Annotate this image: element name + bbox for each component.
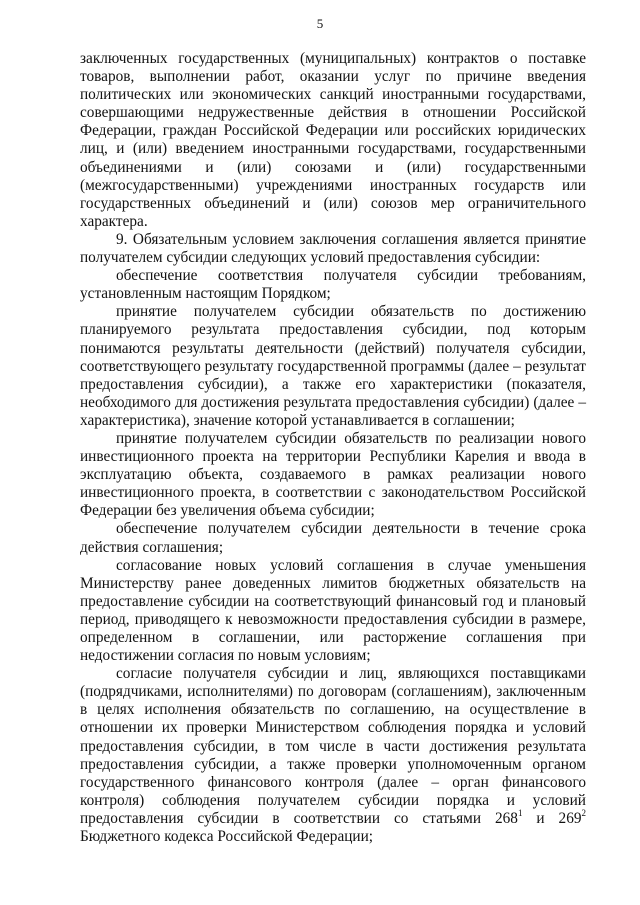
paragraph-text: и 269 (522, 809, 582, 827)
paragraph-continuation: заключенных государственных (муниципальных) контрактов о поставке товаров, выполнении работ, оказании услуг по причине введения политических или экономических санкций иностранными государствами, совершающими недружественные действия в отношении Российской Федерации, граждан Российской Федерации или российских юридических лиц, и (или) введением иностранными государствами, государственными объединениями и (или) союзами и (или) государственными (межгосударственными) учреждениями иностранных государств или государственных объединений и (или) союзов мер ограничительного характера. (80, 50, 586, 230)
document-body (80, 50, 586, 846)
paragraph-condition: согласование новых условий соглашения в случае уменьшения Министерству ранее доведенных лимитов бюджетных обязательств на предоставление субсидии на соответствующий финансовый год и плановый период, приводящего к невозможности предоставления субсидии в размере, определенном в соглашении, или расторжение соглашения при недостижении согласия по новым условиям; (80, 556, 586, 665)
superscript: 2 (581, 807, 586, 818)
paragraph-item-9: 9. Обязательным условием заключения соглашения является принятие получателем субсидии следующих условий предоставления субсидии: (80, 230, 586, 267)
paragraph-text: Бюджетного кодекса Российской Федерации; (80, 828, 374, 846)
paragraph-text: согласие получателя субсидии и лиц, являющихся поставщиками (подрядчиками, исполнителями) по договорам (соглашениям), заключенным в целях исполнения обязательств по соглашению, на осуществление в отношении их проверки Министерством соблюдения порядка и условий предоставления субсидии, в том числе в части достижения результата предоставления субсидии, а также проверки уполномоченным органом государственного финансового контроля (далее – орган финансового контроля) соблюдения получателем субсидии порядка и условий предоставления субсидии в соответствии со статьями 268 (80, 665, 586, 827)
page-number: 5 (316, 16, 324, 31)
paragraph-condition: принятие получателем субсидии обязательств по достижению планируемого результата предоставления субсидии, под которым понимаются результаты деятельности (действий) получателя субсидии, соответствующего результату государственной программы (далее – результат предоставления субсидии), а также его характеристики (показателя, необходимого для достижения результата предоставления субсидии) (далее – характеристика), значение которой устанавливается в соглашении; (80, 303, 586, 429)
paragraph-condition: обеспечение получателем субсидии деятельности в течение срока действия соглашения; (80, 520, 586, 556)
superscript: 1 (517, 807, 523, 818)
paragraph-condition: обеспечение соответствия получателя субсидии требованиям, установленным настоящим Порядком; (80, 267, 586, 303)
paragraph-condition-last (80, 665, 586, 846)
paragraph-condition: принятие получателем субсидии обязательств по реализации нового инвестиционного проекта на территории Республики Карелия и ввода в эксплуатацию объекта, создаваемого в рамках реализации нового инвестиционного проекта, в соответствии с законодательством Российской Федерации без увеличения объема субсидии; (80, 429, 586, 520)
